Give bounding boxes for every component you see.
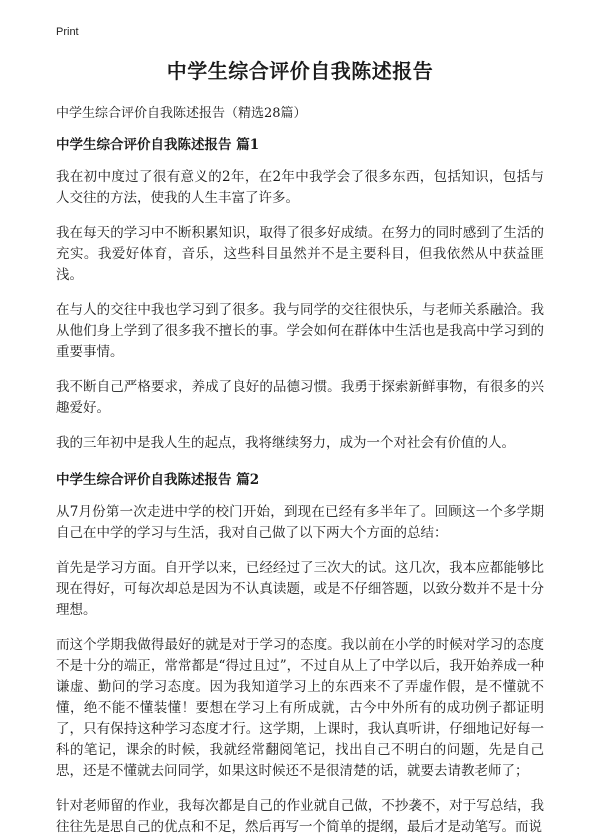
section-1 xyxy=(56,133,544,454)
paragraph: 从7月份第一次走进中学的校门开始，到现在已经有多半年了。回顾这一个多学期自己在中学的学习与生活，我对自己做了以下两大个方面的总结： xyxy=(56,504,544,541)
paragraph: 在与人的交往中我也学习到了很多。我与同学的交往很快乐，与老师关系融洽。我从他们身上学到了很多我不擅长的事。学会如何在群体中生活也是我高中学习到的重要事情。 xyxy=(56,302,544,360)
paragraph: 针对老师留的作业，我每次都是自己的作业就自己做，不抄袭不，对于写总结，我往往先是思自己的优点和不足，然后再写一个简单的提纲，最后才是动笔写。而说 xyxy=(56,798,544,835)
paragraph: 我在初中度过了很有意义的2年，在2年中我学会了很多东西，包括知识，包括与人交往的方法，使我的人生丰富了许多。 xyxy=(56,169,544,206)
section-heading: 中学生综合评价自我陈述报告 篇2 xyxy=(56,472,260,488)
section-heading: 中学生综合评价自我陈述报告 篇1 xyxy=(56,137,260,153)
print-link[interactable]: Print xyxy=(56,26,79,38)
paragraph: 我在每天的学习中不断积累知识，取得了很多好成绩。在努力的同时感到了生活的充实。我爱好体育，音乐，这些科目虽然并不是主要科目，但我依然从中获益匪浅。 xyxy=(56,225,544,283)
paragraph: 我的三年初中是我人生的起点，我将继续努力，成为一个对社会有价值的人。 xyxy=(56,435,515,451)
paragraph: 首先是学习方面。自开学以来，已经经过了三次大的试。这几次，我本应都能够比现在得好，可每次却总是因为不认真读题，或是不仔细答题，以致分数并不是十分理想。 xyxy=(56,560,544,618)
section-2 xyxy=(56,468,544,838)
document-subtitle: 中学生综合评价自我陈述报告（精选28篇） xyxy=(56,106,307,121)
paragraph: 而这个学期我做得最好的就是对于学习的态度。我以前在小学的时候对学习的态度不是十分的端正，常常都是“得过且过”，不过自从上了中学以后，我开始养成一种谦虚、勤问的学习态度。因为我知道学习上的东西来不了弄虚作假，是不懂就不懂，绝不能不懂装懂！要想在学习上有所成就，古今中外所有的成功例子都证明了，只有保持这种学习态度才行。这学期，上课时，我认真听讲，仔细地记好每一科的笔记，课余的时候，我就经常翻阅笔记，找出自己不明白的问题，先是自己思，还是不懂就去问同学，如果这时候还不是很清楚的话，就要去请教老师了； xyxy=(56,637,544,779)
paragraph: 我不断自己严格要求，养成了良好的品德习惯。我勇于探索新鲜事物，有很多的兴趣爱好。 xyxy=(56,379,544,416)
document-title: 中学生综合评价自我陈述报告 xyxy=(166,59,434,83)
